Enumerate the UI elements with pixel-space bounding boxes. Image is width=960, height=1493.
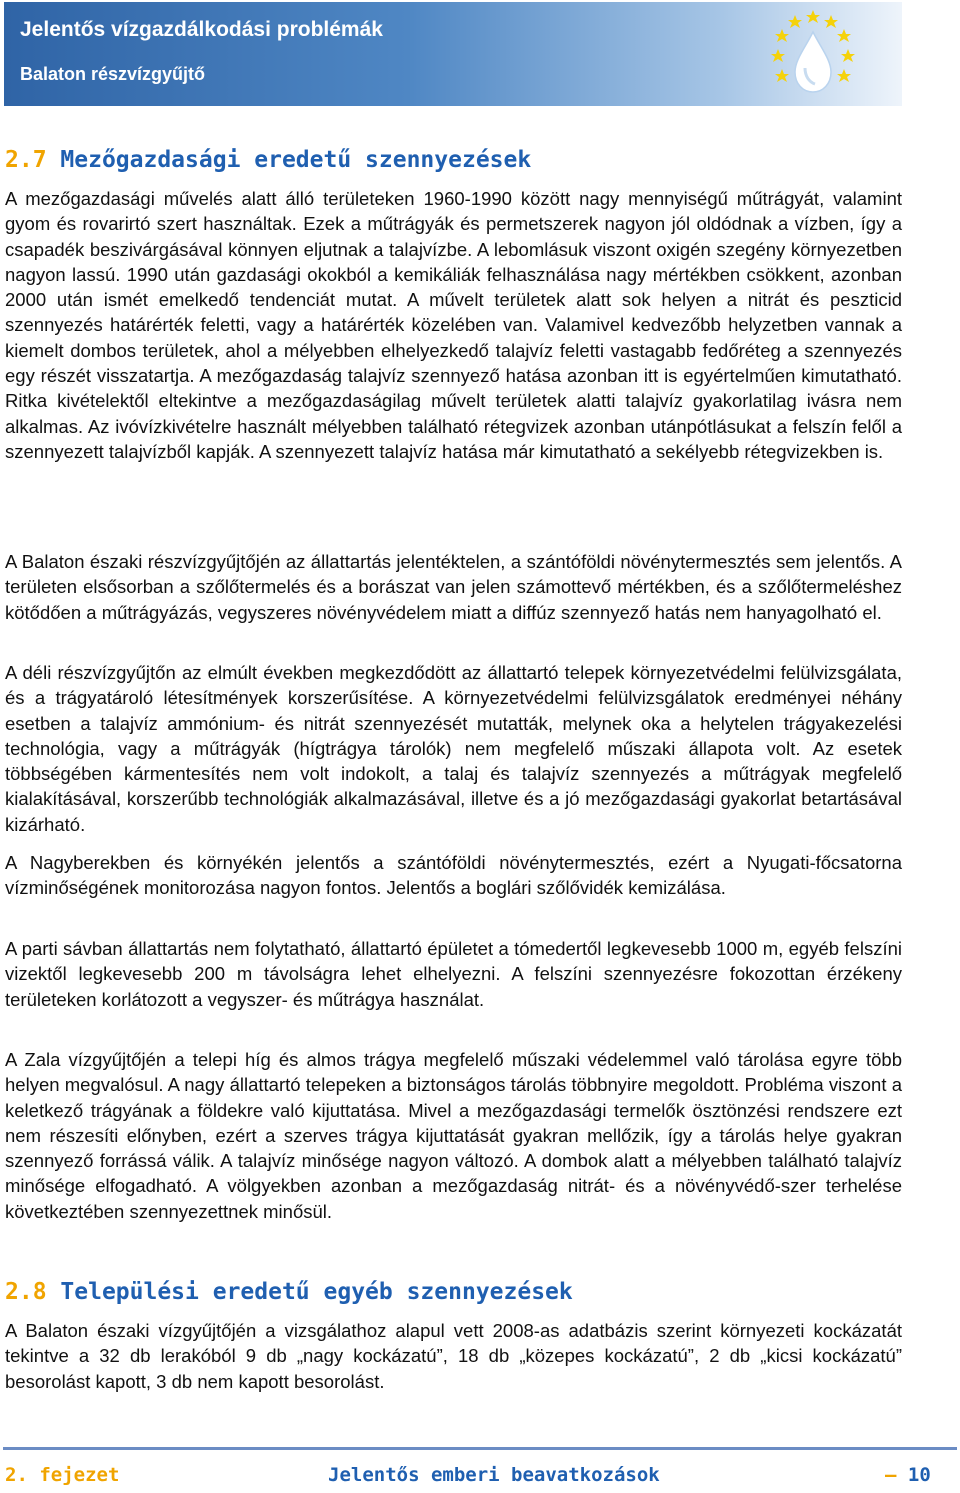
paragraph-1: A mezőgazdasági művelés alatt álló területeken 1960-1990 között nagy mennyiségű műtrágyát, valamint gyom és rovarirtó szert használtak. Ezek a műtrágyák és permetszerek nagyon jól oldódnak a vízben, így a csapadék beszivárgásával könnyen eljutnak a talajvízbe. A lebomlásuk viszont oxigén szegény környezetben nagyon lassú. 1990 után gazdasági okokból a kemikáliák felhasználása nagy mértékben csökkent, azonban 2000 után ismét emelkedő tendenciát mutat. A művelt területek alatt sok helyen a nitrát és peszticid szennyezés határérték feletti, vagy a határérték közelében van. Valamivel kedvezőbb helyzetben vannak a kiemelt dombos területek, ahol a mélyebben elhelyezkedő talajvíz feletti vastagabb fedőréteg a szennyezés egy részét visszatartja. A mezőgazdaság talajvíz szennyező hatása azonban itt is egyértelműen kimutatható. Ritka kivételektől eltekintve a mezőgazdaságilag művelt területek alatti talajvíz gyakorlatilag ivásra nem alkalmas. Az ivóvízkivételre használt mélyebben található rétegvizek azonban utánpótlásukat a felszín felől a szennyezett talajvízből kapják. A szennyezett talajvíz hatása már kimutatható a sekélyebb rétegvizekben is. xyxy=(5,188,902,462)
section-title: Mezőgazdasági eredetű szennyezések xyxy=(60,147,532,173)
section-number: 2.7 xyxy=(5,147,47,173)
paragraph-6: A Zala vízgyűjtőjén a telepi híg és almos trágya megfelelő műszaki védelemmel való tárolása egyre több helyen megvalósul. A nagy állattartó telepeken a biztonságos tárolás többnyire megoldott. Probléma viszont a keletkező trágyának a földekre való kijuttatása. Mivel a mezőgazdasági termelők ösztönzési rendszere ezt nem részesíti előnyben, ezért a szerves trágya kijuttatását gyakran mellőzik, így a tárolás helye gyakran szennyező forrássá válik. A talajvíz minősége nagyon változó. A dombok alatt a mélyebben található talajvíz minősége elfogadható. A völgyekben azonban a mezőgazdaság nitrát- és a növényvédő-szer terhelése következtében szennyezettnek minősül. xyxy=(5,1049,902,1222)
paragraph-7: A Balaton északi vízgyűjtőjén a vizsgálathoz alapul vett 2008-as adatbázis szerint környezeti kockázatát tekintve a 32 db lerakóból 9 db „nagy kockázatú”, 18 db „közepes kockázatú”, 2 db „kicsi kockázatú” besorolást kapott, 3 db nem kapott besorolást. xyxy=(5,1320,902,1392)
paragraph-5: A parti sávban állattartás nem folytatható, állattartó épületet a tómedertől legkevesebb 1000 m, egyéb felszíni vizektől legkevesebb 200 m távolságra lehet elhelyezni. A felszíni szennyezésre fokozottan érzékeny területeken korlátozott a vegyszer- és műtrágya használat. xyxy=(5,938,902,1010)
section-heading-2-7 xyxy=(5,147,531,173)
footer-chapter-title: Jelentős emberi beavatkozások xyxy=(328,1464,660,1486)
paragraph-4: A Nagyberekben és környékén jelentős a szántóföldi növénytermesztés, ezért a Nyugati-főcsatorna vízminőségének monitorozása nagyon fontos. Jelentős a boglári szőlővidék kemizálása. xyxy=(5,852,902,899)
eu-stars-water-drop-icon xyxy=(761,6,865,106)
paragraph-3: A déli részvízgyűjtőn az elmúlt években megkezdődött az állattartó telepek környezetvédelmi felülvizsgálata, és a trágyatároló létesítmények korszerűsítése. A környezetvédelmi felülvizsgálatok eredményei néhány esetben a talajvíz ammónium- és nitrát szennyezését mutatták, melynek oka a helytelen trágyakezelési technológia, vagy a műtrágyák (hígtrágya tárolók) nem megfelelő műszaki állapota volt. Az esetek többségében kármentesítés nem volt indokolt, a talaj és talajvíz szennyezés a műtrágyak megfelelő kialakításával, korszerűbb technológiák alkalmazásával, illetve és a jó mezőgazdasági gyakorlat betartásával kizárható. xyxy=(5,662,902,835)
header-title: Jelentős vízgazdálkodási problémák xyxy=(20,18,383,41)
page-number xyxy=(885,1464,931,1486)
page-number-dash: — xyxy=(885,1464,897,1486)
section-title: Települési eredetű egyéb szennyezések xyxy=(60,1279,573,1305)
section-number: 2.8 xyxy=(5,1279,47,1305)
page-header xyxy=(4,2,902,106)
footer-chapter: 2. fejezet xyxy=(5,1464,120,1486)
section-heading-2-8 xyxy=(5,1279,573,1305)
page-number-value: 10 xyxy=(907,1464,931,1486)
header-subtitle: Balaton részvízgyűjtő xyxy=(20,64,206,84)
paragraph-2: A Balaton északi részvízgyűjtőjén az állattartás jelentéktelen, a szántóföldi növénytermesztés sem jelentős. A területen elsősorban a szőlőtermelés és a borászat van jelen számottevő mértékben, és a szőlőtermeléshez kötődően a műtrágyázás, vegyszeres növényvédelem miatt a diffúz szennyező hatás nem hanyagolható el. xyxy=(5,551,902,623)
footer-divider xyxy=(3,1447,957,1450)
